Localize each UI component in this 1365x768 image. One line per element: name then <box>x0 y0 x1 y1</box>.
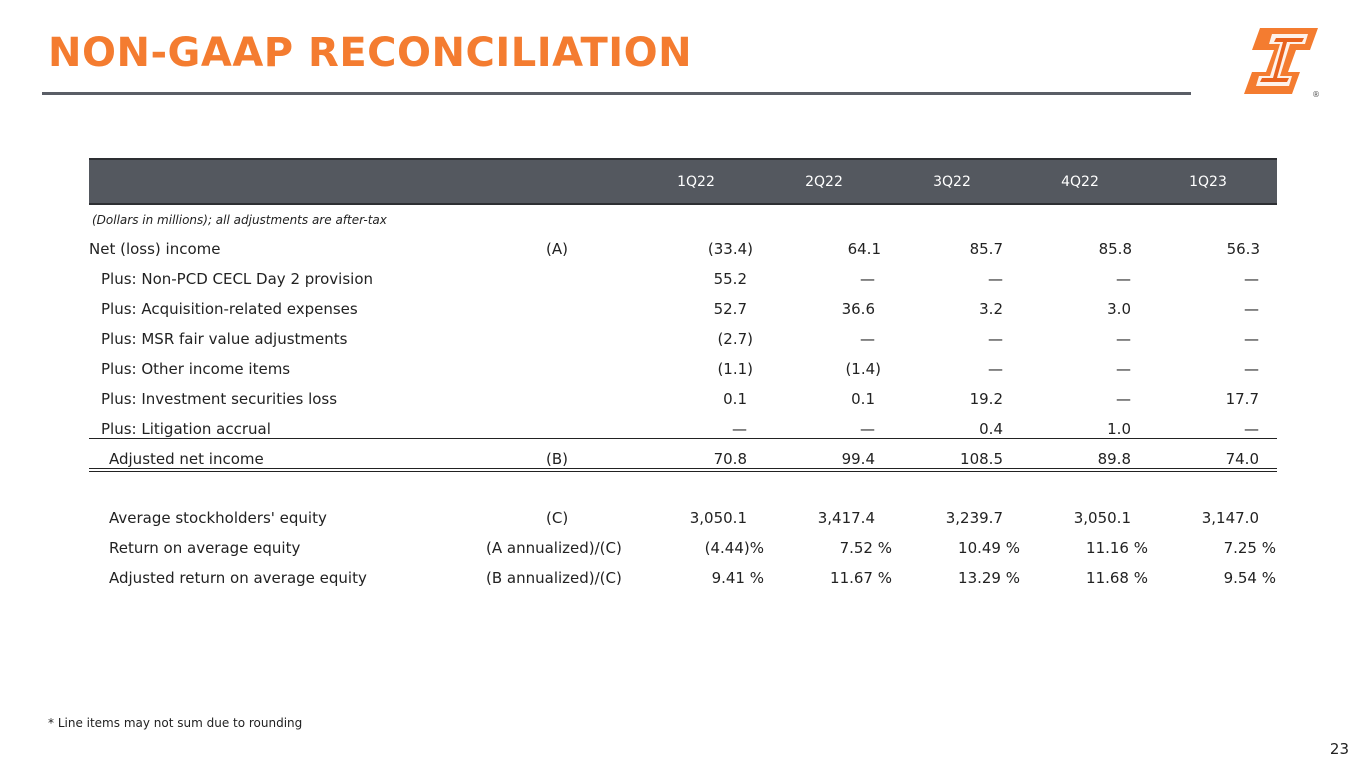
value-1q22: 55.2 <box>713 270 747 288</box>
table-row <box>0 354 1365 384</box>
value-1q23: 9.54 % <box>1223 569 1276 587</box>
value-1q22: 9.41 % <box>711 569 764 587</box>
value-4q22: 89.8 <box>1097 450 1131 468</box>
value-4q22: — <box>1116 270 1131 288</box>
row-ref: (B annualized)/(C) <box>486 569 622 587</box>
value-2q22: 3,417.4 <box>817 509 875 527</box>
logo-mark-icon <box>1244 28 1318 94</box>
value-3q22: 19.2 <box>969 390 1003 408</box>
value-2q22: 0.1 <box>851 390 875 408</box>
row-label: Adjusted return on average equity <box>109 569 367 587</box>
value-2q22: 11.67 % <box>830 569 892 587</box>
value-4q22: — <box>1116 330 1131 348</box>
value-3q22: 0.4 <box>979 420 1003 438</box>
value-1q22: 3,050.1 <box>689 509 747 527</box>
row-label: Net (loss) income <box>89 240 221 258</box>
column-header-4q22: 4Q22 <box>1061 174 1099 190</box>
value-4q22: 3.0 <box>1107 300 1131 318</box>
page-title: NON-GAAP RECONCILIATION <box>48 30 693 76</box>
row-label: Plus: Other income items <box>101 360 291 378</box>
value-1q23: — <box>1244 420 1259 438</box>
value-1q22: (33.4) <box>707 240 753 258</box>
value-3q22: — <box>988 270 1003 288</box>
value-1q22: 70.8 <box>713 450 747 468</box>
row-label: Average stockholders' equity <box>109 509 327 527</box>
value-2q22: — <box>860 330 875 348</box>
value-1q23: 74.0 <box>1225 450 1259 468</box>
table-row <box>0 414 1365 444</box>
column-header-2q22: 2Q22 <box>805 174 843 190</box>
value-4q22: 85.8 <box>1098 240 1132 258</box>
row-ref: (A) <box>546 240 568 258</box>
value-1q23: — <box>1244 270 1259 288</box>
company-logo <box>1238 22 1324 100</box>
table-row <box>0 324 1365 354</box>
value-3q22: 85.7 <box>969 240 1003 258</box>
row-label: Plus: Non-PCD CECL Day 2 provision <box>101 270 374 288</box>
row-ref: (B) <box>546 450 568 468</box>
value-1q22: (1.1) <box>717 360 753 378</box>
row-label: Plus: MSR fair value adjustments <box>101 330 348 348</box>
value-2q22: — <box>860 420 875 438</box>
value-2q22: (1.4) <box>845 360 881 378</box>
value-2q22: 64.1 <box>847 240 881 258</box>
table-row <box>0 234 1365 264</box>
value-1q23: — <box>1244 360 1259 378</box>
total-rule-top <box>89 468 1277 469</box>
row-label: Plus: Acquisition-related expenses <box>101 300 358 318</box>
value-1q23: 17.7 <box>1225 390 1259 408</box>
value-1q23: 7.25 % <box>1223 539 1276 557</box>
value-4q22: — <box>1116 390 1131 408</box>
table-row <box>0 444 1365 474</box>
table-header <box>89 158 1277 205</box>
value-4q22: 3,050.1 <box>1073 509 1131 527</box>
table-row <box>0 384 1365 414</box>
table-row <box>0 294 1365 324</box>
page-number: 23 <box>1329 740 1349 758</box>
value-1q22: (2.7) <box>717 330 753 348</box>
subtotal-rule <box>89 438 1277 439</box>
value-3q22: 3.2 <box>979 300 1003 318</box>
value-1q22: 0.1 <box>723 390 747 408</box>
column-header-1q22: 1Q22 <box>677 174 715 190</box>
row-label: Plus: Investment securities loss <box>101 390 338 408</box>
value-2q22: 99.4 <box>841 450 875 468</box>
row-label: Adjusted net income <box>109 450 264 468</box>
row-ref: (A annualized)/(C) <box>486 539 622 557</box>
value-1q22: 52.7 <box>713 300 747 318</box>
value-1q23: — <box>1244 300 1259 318</box>
value-3q22: 13.29 % <box>958 569 1020 587</box>
value-3q22: — <box>988 360 1003 378</box>
value-3q22: 10.49 % <box>958 539 1020 557</box>
value-2q22: — <box>860 270 875 288</box>
title-divider <box>42 92 1191 95</box>
value-3q22: 3,239.7 <box>945 509 1003 527</box>
table-row <box>0 503 1365 533</box>
value-4q22: 11.68 % <box>1086 569 1148 587</box>
value-4q22: 1.0 <box>1107 420 1131 438</box>
value-3q22: — <box>988 330 1003 348</box>
value-1q23: 3,147.0 <box>1201 509 1259 527</box>
column-header-3q22: 3Q22 <box>933 174 971 190</box>
value-4q22: — <box>1116 360 1131 378</box>
value-1q23: 56.3 <box>1226 240 1260 258</box>
value-2q22: 7.52 % <box>839 539 892 557</box>
value-1q22: — <box>732 420 747 438</box>
footnote: * Line items may not sum due to rounding <box>48 716 303 730</box>
value-2q22: 36.6 <box>841 300 875 318</box>
value-1q22: (4.44)% <box>704 539 764 557</box>
row-ref: (C) <box>546 509 569 527</box>
total-rule-bottom <box>89 471 1277 472</box>
value-1q23: — <box>1244 330 1259 348</box>
row-label: Return on average equity <box>109 539 301 557</box>
value-4q22: 11.16 % <box>1086 539 1148 557</box>
table-row <box>0 563 1365 593</box>
value-3q22: 108.5 <box>960 450 1003 468</box>
table-row <box>0 533 1365 563</box>
svg-text:®: ® <box>1312 90 1320 99</box>
table-note: (Dollars in millions); all adjustments are after-tax <box>92 213 387 227</box>
table-row <box>0 264 1365 294</box>
row-label: Plus: Litigation accrual <box>101 420 271 438</box>
column-header-1q23: 1Q23 <box>1189 174 1227 190</box>
